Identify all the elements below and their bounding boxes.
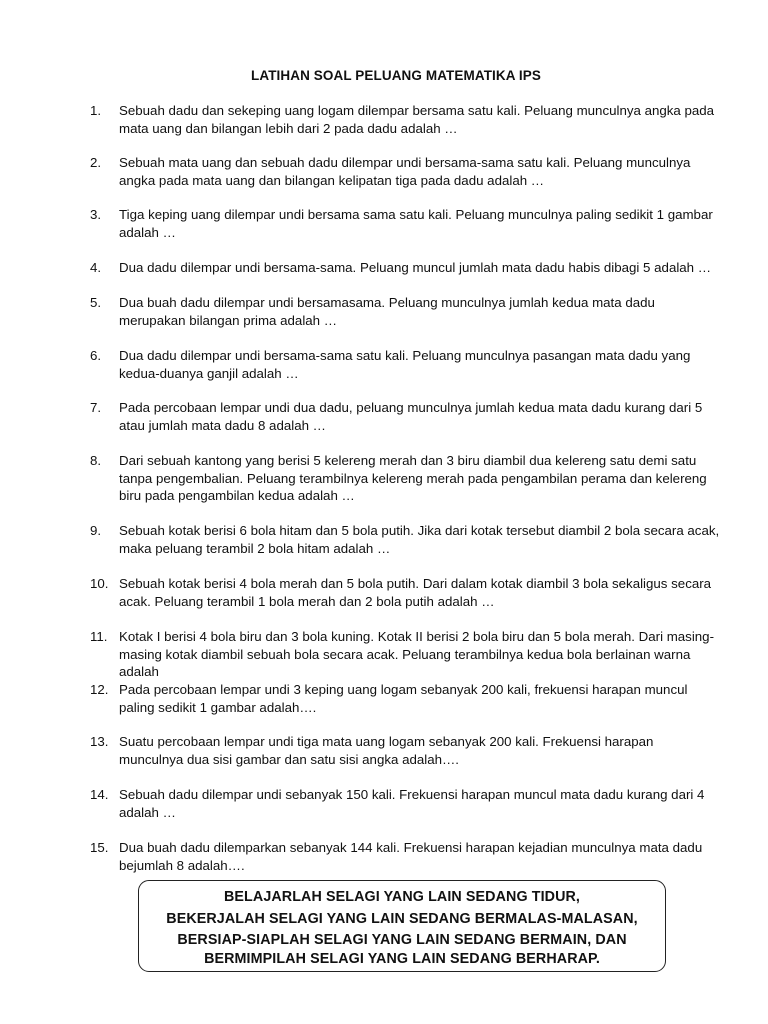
question-text: Suatu percobaan lempar undi tiga mata uang logam sebanyak 200 kali. Frekuensi harapan munculnya dua sisi gambar dan satu sisi angka adalah….: [119, 734, 654, 767]
page-title: LATIHAN SOAL PELUANG MATEMATIKA IPS: [251, 68, 541, 83]
question-item: [90, 259, 720, 277]
question-item: [90, 681, 720, 716]
question-item: [90, 102, 720, 137]
question-item: [90, 575, 720, 610]
question-text: Pada percobaan lempar undi dua dadu, peluang munculnya jumlah kedua mata dadu kurang dari 5 atau jumlah mata dadu 8 adalah …: [119, 400, 703, 433]
question-number: 7.: [90, 400, 102, 415]
question-text: Tiga keping uang dilempar undi bersama sama satu kali. Peluang munculnya paling sedikit 1 gambar adalah …: [119, 207, 713, 240]
motto-box: [138, 880, 666, 972]
question-number: 13.: [90, 734, 109, 749]
question-item: [90, 786, 720, 821]
motto-line: BERSIAP-SIAPLAH SELAGI YANG LAIN SEDANG BERMAIN, DAN: [177, 932, 627, 948]
question-number: 1.: [90, 103, 102, 118]
motto-line: BELAJARLAH SELAGI YANG LAIN SEDANG TIDUR,: [224, 889, 580, 905]
question-number: 2.: [90, 155, 102, 170]
question-item: [90, 839, 720, 874]
question-text: Sebuah mata uang dan sebuah dadu dilempar undi bersama-sama satu kali. Peluang munculnya angka pada mata uang dan bilangan kelipatan tiga pada dadu adalah …: [119, 155, 691, 188]
question-text: Dua dadu dilempar undi bersama-sama. Peluang muncul jumlah mata dadu habis dibagi 5 adalah …: [119, 260, 712, 275]
question-text: Sebuah dadu dilempar undi sebanyak 150 kali. Frekuensi harapan muncul mata dadu kurang dari 4 adalah …: [119, 787, 705, 820]
question-number: 14.: [90, 787, 109, 802]
question-item: [90, 294, 720, 329]
question-number: 3.: [90, 207, 102, 222]
question-number: 5.: [90, 295, 102, 310]
question-item: [90, 399, 720, 434]
question-text: Dua buah dadu dilemparkan sebanyak 144 kali. Frekuensi harapan kejadian munculnya mata dadu bejumlah 8 adalah….: [119, 840, 703, 873]
question-text: Dari sebuah kantong yang berisi 5 kelereng merah dan 3 biru diambil dua kelereng satu demi satu tanpa pengembalian. Peluang terambilnya kelereng merah pada pengambilan perama dan kelereng biru pada pengambilan kedua adalah …: [119, 453, 707, 503]
question-item: [90, 452, 720, 505]
question-number: 4.: [90, 260, 102, 275]
question-item: [90, 522, 720, 557]
question-text: Sebuah kotak berisi 6 bola hitam dan 5 bola putih. Jika dari kotak tersebut diambil 2 bola secara acak, maka peluang terambil 2 bola hitam adalah …: [119, 523, 720, 556]
question-text: Sebuah kotak berisi 4 bola merah dan 5 bola putih. Dari dalam kotak diambil 3 bola sekaligus secara acak. Peluang terambil 1 bola merah dan 2 bola putih adalah …: [119, 576, 712, 609]
question-number: 6.: [90, 348, 102, 363]
question-text: Sebuah dadu dan sekeping uang logam dilempar bersama satu kali. Peluang munculnya angka pada mata uang dan bilangan lebih dari 2 pada dadu adalah …: [119, 103, 715, 136]
question-number: 8.: [90, 453, 102, 468]
question-item: [90, 154, 720, 189]
motto-line: BERMIMPILAH SELAGI YANG LAIN SEDANG BERHARAP.: [204, 951, 600, 967]
question-number: 12.: [90, 682, 109, 697]
question-text: Pada percobaan lempar undi 3 keping uang logam sebanyak 200 kali, frekuensi harapan muncul paling sedikit 1 gambar adalah….: [119, 682, 688, 715]
question-number: 9.: [90, 523, 102, 538]
question-number: 10.: [90, 576, 109, 591]
question-item: [90, 733, 720, 768]
question-item: [90, 628, 720, 681]
question-item: [90, 206, 720, 241]
question-number: 15.: [90, 840, 109, 855]
question-number: 11.: [90, 629, 108, 644]
question-item: [90, 347, 720, 382]
question-text: Kotak I berisi 4 bola biru dan 3 bola kuning. Kotak II berisi 2 bola biru dan 5 bola merah. Dari masing-masing kotak diambil sebuah bola secara acak. Peluang terambilnya kedua bola berlainan warna adalah: [119, 629, 715, 679]
question-text: Dua dadu dilempar undi bersama-sama satu kali. Peluang munculnya pasangan mata dadu yang kedua-duanya ganjil adalah …: [119, 348, 691, 381]
question-text: Dua buah dadu dilempar undi bersamasama. Peluang munculnya jumlah kedua mata dadu merupakan bilangan prima adalah …: [119, 295, 655, 328]
motto-line: BEKERJALAH SELAGI YANG LAIN SEDANG BERMALAS-MALASAN,: [166, 911, 638, 927]
